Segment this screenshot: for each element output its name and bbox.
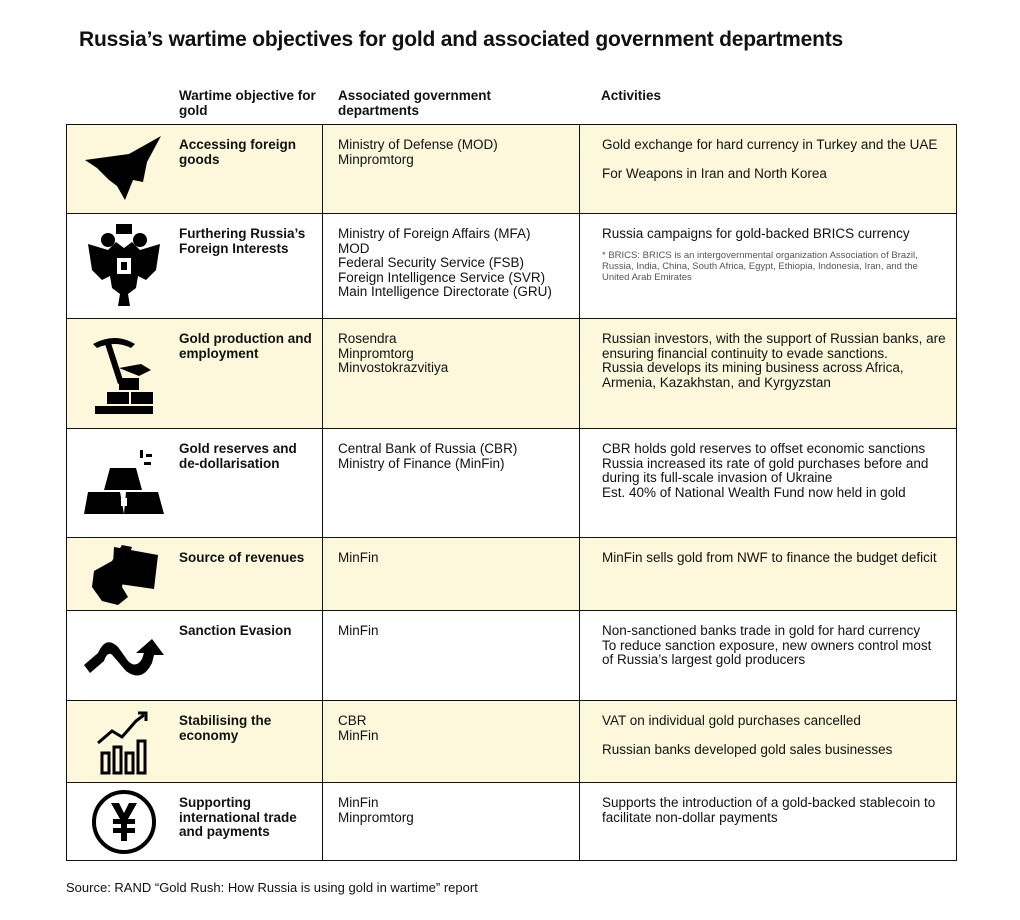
activity: CBR holds gold reserves to offset economic sanctions: [602, 441, 926, 456]
department: MOD: [338, 240, 370, 256]
activity: Gold exchange for hard currency in Turkey and the UAE: [602, 137, 938, 152]
departments-cell: [323, 783, 580, 861]
objective-cell: [67, 783, 323, 861]
activity: VAT on individual gold purchases cancelled: [602, 713, 861, 728]
activity: Russia increased its rate of gold purchases before and during its full-scale invasion of Ukraine: [602, 455, 929, 485]
double-headed-eagle-icon: [81, 223, 167, 309]
objective-label: Gold reserves and de-dollarisation: [179, 441, 297, 471]
department: Ministry of Finance (MinFin): [338, 455, 505, 471]
hand-holding-bar-icon: [81, 531, 167, 617]
department: Minpromtorg: [338, 345, 414, 361]
department: Ministry of Defense (MOD): [338, 137, 498, 152]
activity: Russia develops its mining business across Africa, Armenia, Kazakhstan, and Kyrgyzstan: [602, 360, 904, 390]
objective-cell: [67, 701, 323, 783]
objective-label: Sanction Evasion: [179, 623, 292, 638]
activities-cell: [580, 214, 957, 319]
objective-label: Source of revenues: [179, 550, 305, 565]
department: Minpromtorg: [338, 809, 414, 825]
table-row: [67, 611, 957, 701]
departments-cell: [323, 611, 580, 701]
activities-cell: [580, 701, 957, 783]
objective-cell: [67, 429, 323, 538]
header-activities: Activities: [601, 88, 662, 103]
department: Minvostokrazvitiya: [338, 360, 449, 375]
table-row: [67, 319, 957, 429]
department: Foreign Intelligence Service (SVR): [338, 269, 546, 285]
departments-cell: [323, 319, 580, 429]
objective-label: Stabilising the economy: [179, 713, 272, 743]
objectives-table: [66, 124, 957, 861]
department: MinFin: [338, 623, 379, 638]
department: Federal Security Service (FSB): [338, 255, 525, 270]
activity: Russian banks developed gold sales businesses: [602, 741, 893, 757]
objective-label: Furthering Russia’s Foreign Interests: [179, 226, 306, 256]
table-row: [67, 538, 957, 611]
department: MinFin: [338, 550, 379, 565]
brics-footnote: * BRICS: BRICS is an intergovernmental organization Association of Brazil, Russia, India, China, South Africa, Egypt, Ethiopia, Indonesia, Iran, and the United Arab Emirates: [602, 249, 918, 283]
departments-cell: [323, 429, 580, 538]
activity: For Weapons in Iran and North Korea: [602, 165, 827, 181]
yen-coin-icon: [81, 779, 167, 865]
activities-cell: [580, 125, 957, 214]
activity: Russian investors, with the support of Russian banks, are ensuring financial continuity to evade sanctions.: [602, 331, 946, 361]
growth-chart-icon: [81, 699, 167, 785]
department: Main Intelligence Directorate (GRU): [338, 284, 552, 299]
objective-cell: [67, 538, 323, 611]
activity: To reduce sanction exposure, new owners control most of Russia’s largest gold producers: [602, 637, 932, 667]
winding-arrow-icon: [81, 613, 167, 699]
gold-bars-icon: [81, 440, 167, 526]
table-row: [67, 783, 957, 861]
activity: Russia campaigns for gold-backed BRICS currency: [602, 226, 910, 241]
activity: Non-sanctioned banks trade in gold for hard currency: [602, 623, 921, 638]
pickaxe-gold-icon: [81, 331, 167, 417]
header-objective: Wartime objective for gold: [179, 88, 316, 118]
activity: Est. 40% of National Wealth Fund now held in gold: [602, 484, 906, 500]
activity: MinFin sells gold from NWF to finance the budget deficit: [602, 550, 937, 565]
table-row: [67, 429, 957, 538]
objective-cell: [67, 214, 323, 319]
activities-cell: [580, 538, 957, 611]
activities-cell: [580, 319, 957, 429]
activity: Supports the introduction of a gold-backed stablecoin to facilitate non-dollar payments: [602, 795, 936, 825]
departments-cell: [323, 214, 580, 319]
departments-cell: [323, 538, 580, 611]
objective-label: Accessing foreign goods: [179, 137, 297, 167]
department: MinFin: [338, 727, 379, 743]
departments-cell: [323, 701, 580, 783]
activities-cell: [580, 783, 957, 861]
department: Rosendra: [338, 331, 397, 346]
objective-cell: [67, 611, 323, 701]
department: Minpromtorg: [338, 151, 414, 167]
department: CBR: [338, 713, 367, 728]
department: Ministry of Foreign Affairs (MFA): [338, 226, 531, 241]
table-row: [67, 125, 957, 214]
page-title: Russia’s wartime objectives for gold and associated government departments: [79, 28, 843, 51]
header-departments: Associated government departments: [338, 88, 492, 118]
activities-cell: [580, 611, 957, 701]
objective-cell: [67, 125, 323, 214]
objective-cell: [67, 319, 323, 429]
department: MinFin: [338, 795, 379, 810]
objective-label: Supporting international trade and payments: [179, 795, 297, 839]
activities-cell: [580, 429, 957, 538]
fighter-jet-icon: [81, 126, 167, 212]
departments-cell: [323, 125, 580, 214]
source-note: Source: RAND “Gold Rush: How Russia is using gold in wartime” report: [66, 880, 478, 895]
table-row: [67, 701, 957, 783]
table-row: [67, 214, 957, 319]
objective-label: Gold production and employment: [179, 331, 312, 361]
department: Central Bank of Russia (CBR): [338, 441, 518, 456]
